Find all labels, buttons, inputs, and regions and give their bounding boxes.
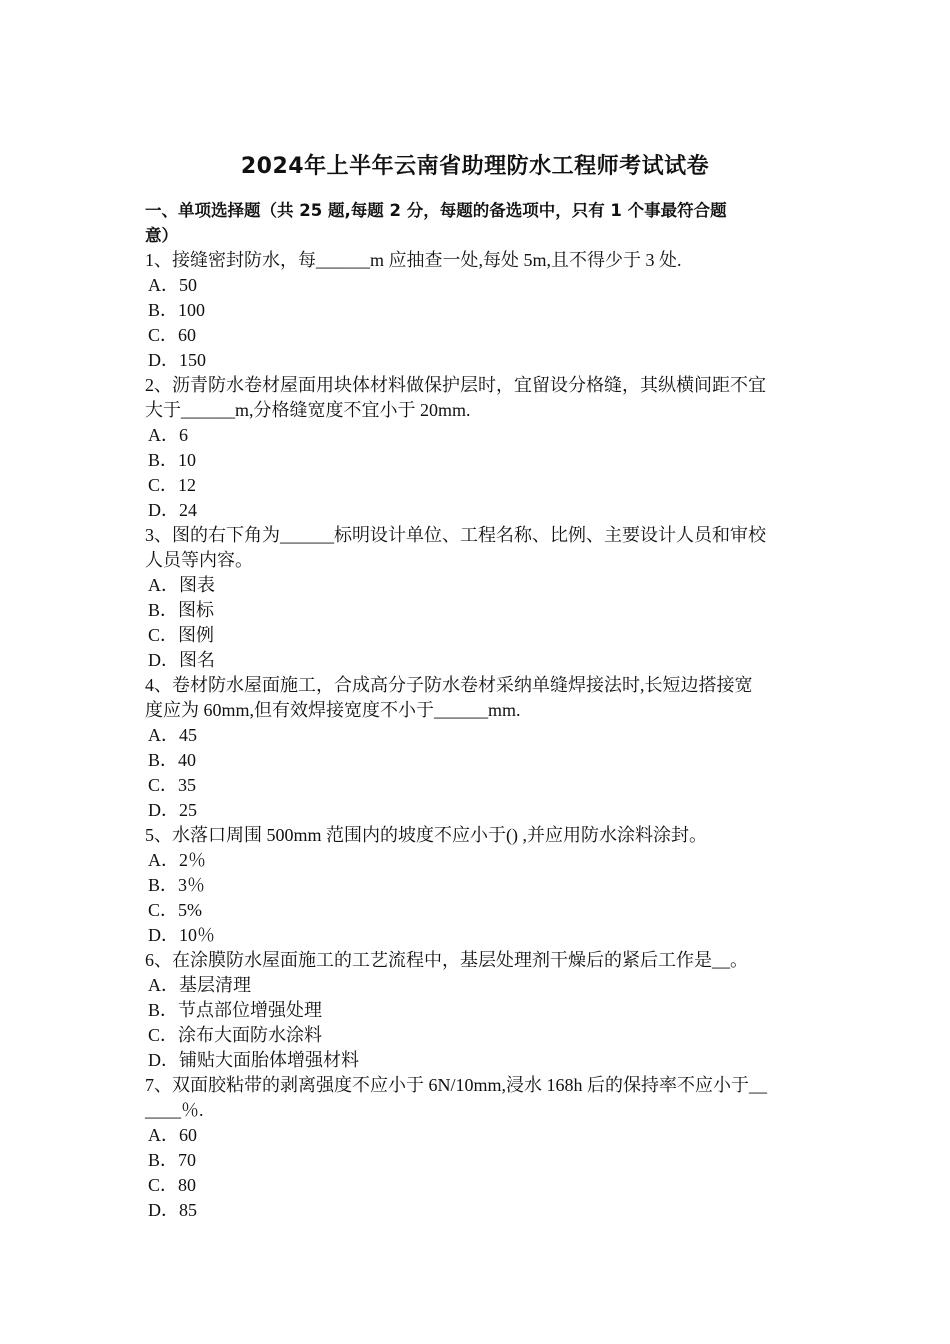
question-5 xyxy=(145,823,810,948)
question-stem: 6、在涂膜防水屋面施工的工艺流程中，基层处理剂干燥后的紧后工作是__。 xyxy=(145,950,748,970)
option-a: A．60 xyxy=(148,1125,197,1145)
question-2 xyxy=(145,373,810,523)
question-stem-continued: ____％. xyxy=(145,1100,204,1120)
question-1 xyxy=(145,248,810,373)
option-b: B．40 xyxy=(148,750,197,770)
question-6 xyxy=(145,948,810,1073)
option-d: D．10％ xyxy=(148,925,215,945)
option-c: C．35 xyxy=(148,775,197,795)
option-d: D．25 xyxy=(148,800,197,820)
option-a: A．50 xyxy=(148,275,197,295)
question-3 xyxy=(145,523,810,673)
option-b: B．10 xyxy=(148,450,197,470)
question-4 xyxy=(145,673,810,823)
option-d: D．85 xyxy=(148,1200,197,1220)
option-a: A．2％ xyxy=(148,850,206,870)
question-stem: 1、接缝密封防水，每______m 应抽查一处,每处 5m,且不得少于 3 处. xyxy=(145,250,682,270)
exam-content xyxy=(145,198,810,1223)
option-d: D．24 xyxy=(148,500,197,520)
option-a: A．基层清理 xyxy=(148,975,251,995)
option-d: D．铺贴大面胎体增强材料 xyxy=(148,1050,359,1070)
section-heading-line: 一、单项选择题（共 25 题,每题 2 分，每题的备选项中，只有 1 个事最符合题 xyxy=(145,201,727,220)
option-c: C．5% xyxy=(148,900,202,920)
option-c: C．80 xyxy=(148,1175,197,1195)
option-b: B．70 xyxy=(148,1150,197,1170)
option-b: B．节点部位增强处理 xyxy=(148,1000,323,1020)
option-d: D．图名 xyxy=(148,650,215,670)
question-stem: 3、图的右下角为______标明设计单位、工程名称、比例、主要设计人员和审校 xyxy=(145,525,766,545)
option-a: A．图表 xyxy=(148,575,215,595)
option-c: C．60 xyxy=(148,325,197,345)
question-7 xyxy=(145,1073,810,1223)
section-heading xyxy=(145,198,810,248)
question-stem: 7、双面胶粘带的剥离强度不应小于 6N/10mm,浸水 168h 后的保持率不应小于__ xyxy=(145,1075,767,1095)
question-stem-continued: 人员等内容。 xyxy=(145,550,253,570)
document-title: 2024年上半年云南省助理防水工程师考试试卷 xyxy=(240,154,710,179)
option-d: D．150 xyxy=(148,350,206,370)
question-stem: 5、水落口周围 500mm 范围内的坡度不应小于() ,并应用防水涂料涂封。 xyxy=(145,825,707,845)
option-c: C．12 xyxy=(148,475,197,495)
option-c: C．图例 xyxy=(148,625,215,645)
option-b: B．3％ xyxy=(148,875,206,895)
question-stem-continued: 度应为 60mm,但有效焊接宽度不小于______mm. xyxy=(145,700,521,720)
question-stem: 2、沥青防水卷材屋面用块体材料做保护层时，宜留设分格缝，其纵横间距不宜 xyxy=(145,375,766,395)
option-b: B．图标 xyxy=(148,600,215,620)
option-c: C．涂布大面防水涂料 xyxy=(148,1025,323,1045)
option-a: A．45 xyxy=(148,725,197,745)
option-b: B．100 xyxy=(148,300,206,320)
question-stem: 4、卷材防水屋面施工，合成高分子防水卷材采纳单缝焊接法时,长短边搭接宽 xyxy=(145,675,753,695)
section-heading-line: 意） xyxy=(145,226,178,245)
option-a: A．6 xyxy=(148,425,188,445)
question-stem-continued: 大于______m,分格缝宽度不宜小于 20mm. xyxy=(145,400,471,420)
